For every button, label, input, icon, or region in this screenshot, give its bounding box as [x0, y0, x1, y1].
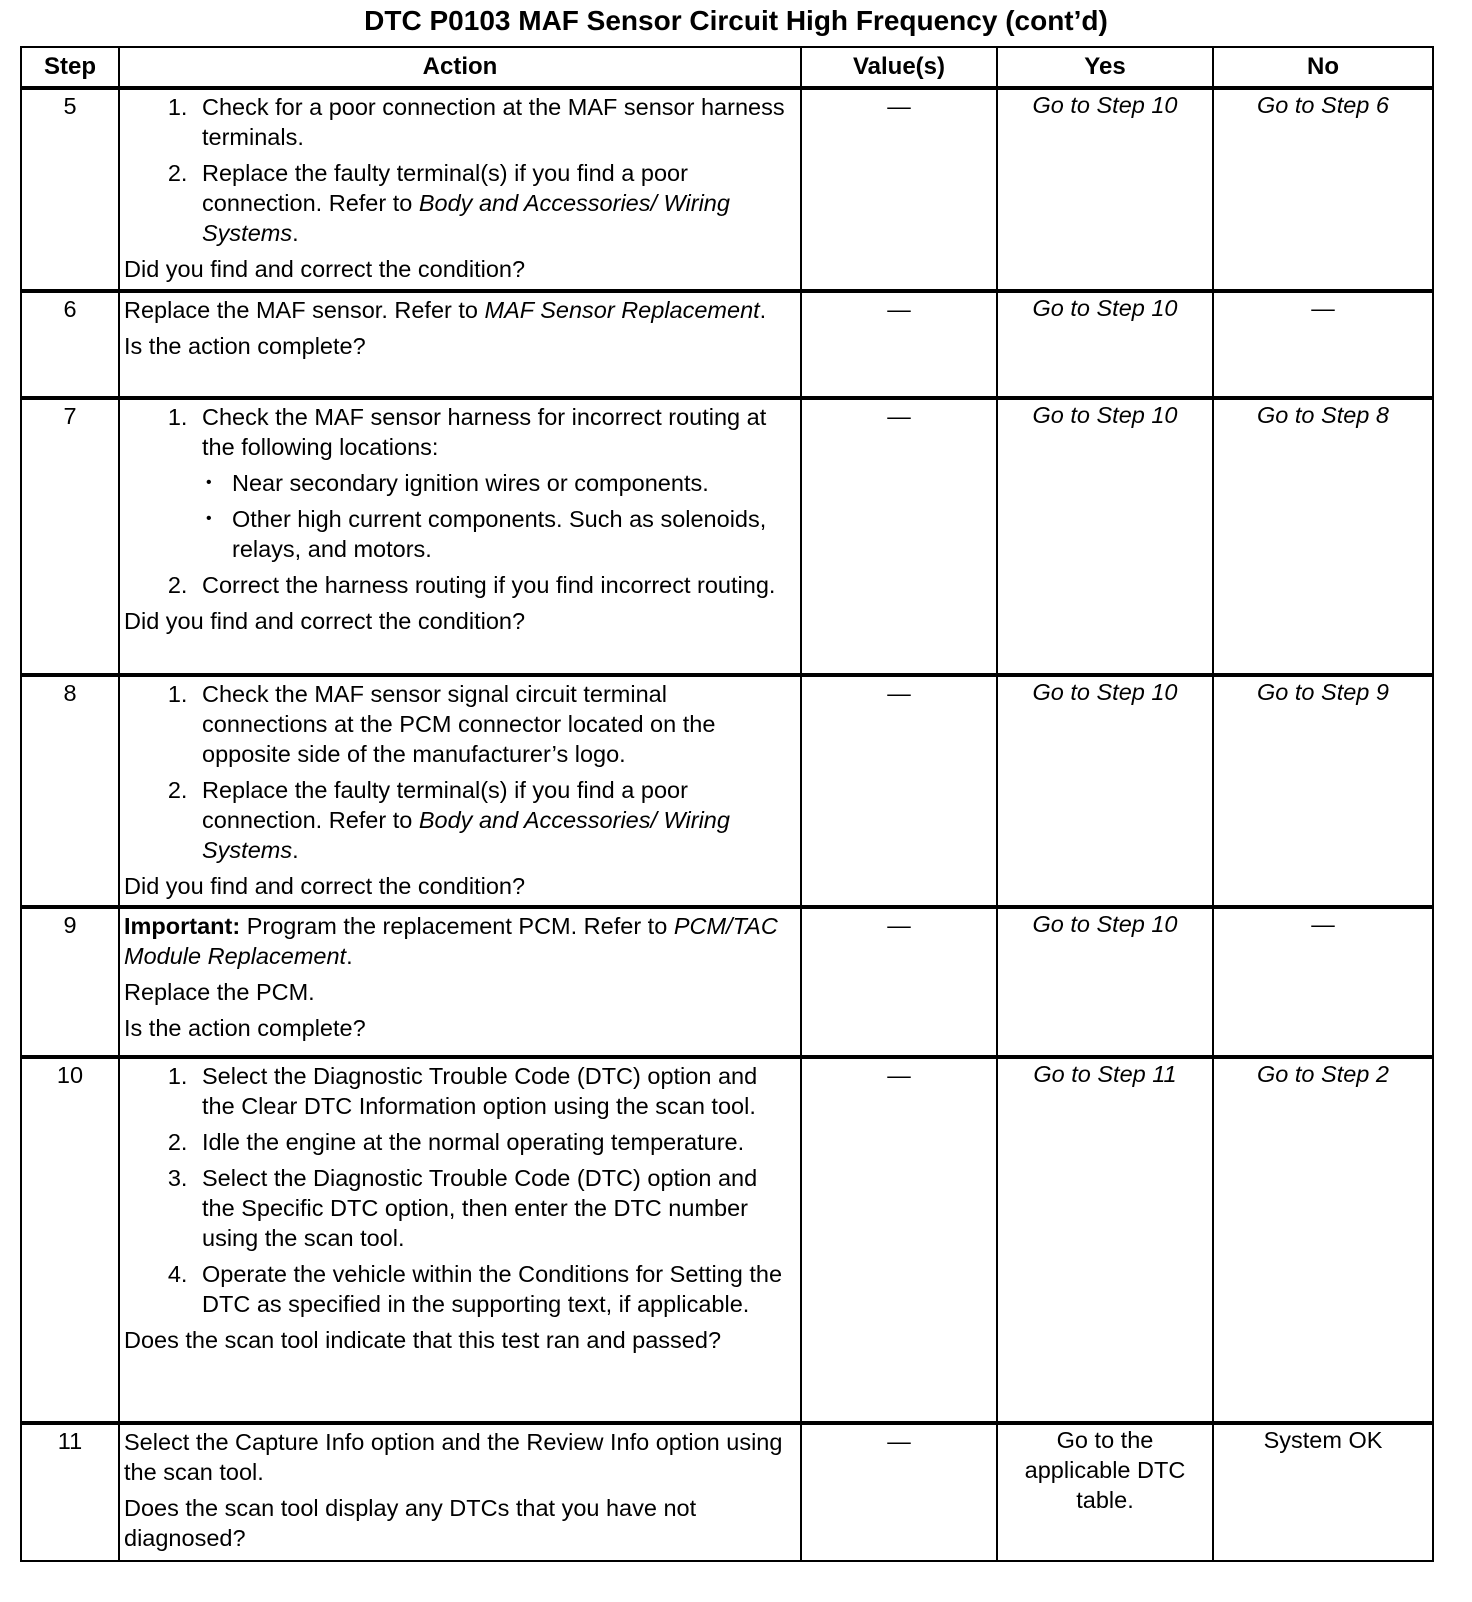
- table-row: [21, 907, 1433, 1057]
- no-cell: Go to Step 2: [1213, 1057, 1433, 1423]
- yes-cell: Go to Step 11: [997, 1057, 1213, 1423]
- value-cell: —: [801, 1057, 997, 1423]
- step-number: 9: [21, 907, 119, 1057]
- action-paragraph: Select the Capture Info option and the Review Info option using the scan tool.: [124, 1429, 783, 1485]
- yes-cell: Go to Step 10: [997, 675, 1213, 907]
- reference-link: PCM/TAC Module Replacement: [124, 913, 778, 969]
- action-step: 3. Select the Diagnostic Trouble Code (DTC) option and the Specific DTC option, then enter the DTC number using the scan tool.: [194, 1163, 794, 1253]
- table-header-row: [21, 47, 1433, 88]
- action-steps: [124, 402, 794, 600]
- action-question: Did you find and correct the condition?: [124, 256, 526, 282]
- action-steps: [124, 92, 794, 248]
- action-cell: [119, 398, 801, 675]
- value-cell: —: [801, 88, 997, 291]
- table-row: [21, 675, 1433, 907]
- step-number: 10: [21, 1057, 119, 1423]
- header-action: Action: [119, 47, 801, 88]
- step-number: 6: [21, 291, 119, 398]
- no-cell: Go to Step 6: [1213, 88, 1433, 291]
- action-steps: [124, 679, 794, 865]
- action-step: 1. Check the MAF sensor harness for incorrect routing at the following locations: • Near secondary ignition wires or components. • Other high current components. Such as solenoids, relays, and motors.: [194, 402, 794, 564]
- header-yes: Yes: [997, 47, 1213, 88]
- yes-cell: Go to Step 10: [997, 291, 1213, 398]
- action-cell: [119, 88, 801, 291]
- bullet-item: • Other high current components. Such as solenoids, relays, and motors.: [228, 504, 794, 564]
- diagnostic-table: [20, 46, 1434, 1562]
- bullet-item: • Near secondary ignition wires or components.: [228, 468, 794, 498]
- header-values: Value(s): [801, 47, 997, 88]
- reference-link: Body and Accessories/ Wiring Systems: [202, 807, 730, 863]
- important-note: Important: Program the replacement PCM. Refer to PCM/TAC Module Replacement.: [124, 913, 778, 969]
- action-question: Does the scan tool display any DTCs that you have not diagnosed?: [124, 1495, 697, 1551]
- action-question: Is the action complete?: [124, 1015, 366, 1041]
- value-cell: —: [801, 398, 997, 675]
- no-cell: Go to Step 8: [1213, 398, 1433, 675]
- action-paragraph: Replace the MAF sensor. Refer to MAF Sensor Replacement.: [124, 297, 767, 323]
- action-step: 1. Select the Diagnostic Trouble Code (DTC) option and the Clear DTC Information option using the scan tool.: [194, 1061, 794, 1121]
- reference-link: Body and Accessories/ Wiring Systems: [202, 190, 730, 246]
- value-cell: —: [801, 675, 997, 907]
- table-row: [21, 1423, 1433, 1561]
- table-row: [21, 398, 1433, 675]
- yes-cell: Go to Step 10: [997, 88, 1213, 291]
- action-step: 4. Operate the vehicle within the Conditions for Setting the DTC as specified in the supporting text, if applicable.: [194, 1259, 794, 1319]
- value-cell: —: [801, 907, 997, 1057]
- action-steps: [124, 1061, 794, 1319]
- step-number: 11: [21, 1423, 119, 1561]
- action-step: 2. Replace the faulty terminal(s) if you find a poor connection. Refer to Body and Accessories/ Wiring Systems.: [194, 775, 794, 865]
- yes-cell: Go to Step 10: [997, 398, 1213, 675]
- header-no: No: [1213, 47, 1433, 88]
- bullet-list: [202, 468, 794, 564]
- action-step: 2. Idle the engine at the normal operating temperature.: [194, 1127, 794, 1157]
- no-cell: System OK: [1213, 1423, 1433, 1561]
- action-question: Did you find and correct the condition?: [124, 873, 526, 899]
- table-row: [21, 291, 1433, 398]
- step-number: 5: [21, 88, 119, 291]
- no-cell: Go to Step 9: [1213, 675, 1433, 907]
- action-cell: [119, 907, 801, 1057]
- action-step: 2. Replace the faulty terminal(s) if you find a poor connection. Refer to Body and Accessories/ Wiring Systems.: [194, 158, 794, 248]
- action-question: Is the action complete?: [124, 333, 366, 359]
- action-cell: [119, 1423, 801, 1561]
- yes-cell: Go to the applicable DTC table.: [997, 1423, 1213, 1561]
- action-cell: [119, 1057, 801, 1423]
- action-cell: [119, 675, 801, 907]
- step-number: 7: [21, 398, 119, 675]
- action-question: Did you find and correct the condition?: [124, 608, 526, 634]
- reference-link: MAF Sensor Replacement: [484, 297, 760, 323]
- action-cell: [119, 291, 801, 398]
- action-step: 1. Check for a poor connection at the MAF sensor harness terminals.: [194, 92, 794, 152]
- header-step: Step: [21, 47, 119, 88]
- no-cell: —: [1213, 907, 1433, 1057]
- action-question: Does the scan tool indicate that this test ran and passed?: [124, 1327, 722, 1353]
- step-number: 8: [21, 675, 119, 907]
- no-cell: —: [1213, 291, 1433, 398]
- table-row: [21, 1057, 1433, 1423]
- action-step: 2. Correct the harness routing if you find incorrect routing.: [194, 570, 794, 600]
- table-row: [21, 88, 1433, 291]
- action-step: 1. Check the MAF sensor signal circuit terminal connections at the PCM connector located on the opposite side of the manufacturer’s logo.: [194, 679, 794, 769]
- value-cell: —: [801, 1423, 997, 1561]
- yes-cell: Go to Step 10: [997, 907, 1213, 1057]
- page-title: DTC P0103 MAF Sensor Circuit High Frequency (cont’d): [364, 5, 1108, 36]
- important-label: Important:: [124, 913, 241, 939]
- value-cell: —: [801, 291, 997, 398]
- action-paragraph: Replace the PCM.: [124, 979, 315, 1005]
